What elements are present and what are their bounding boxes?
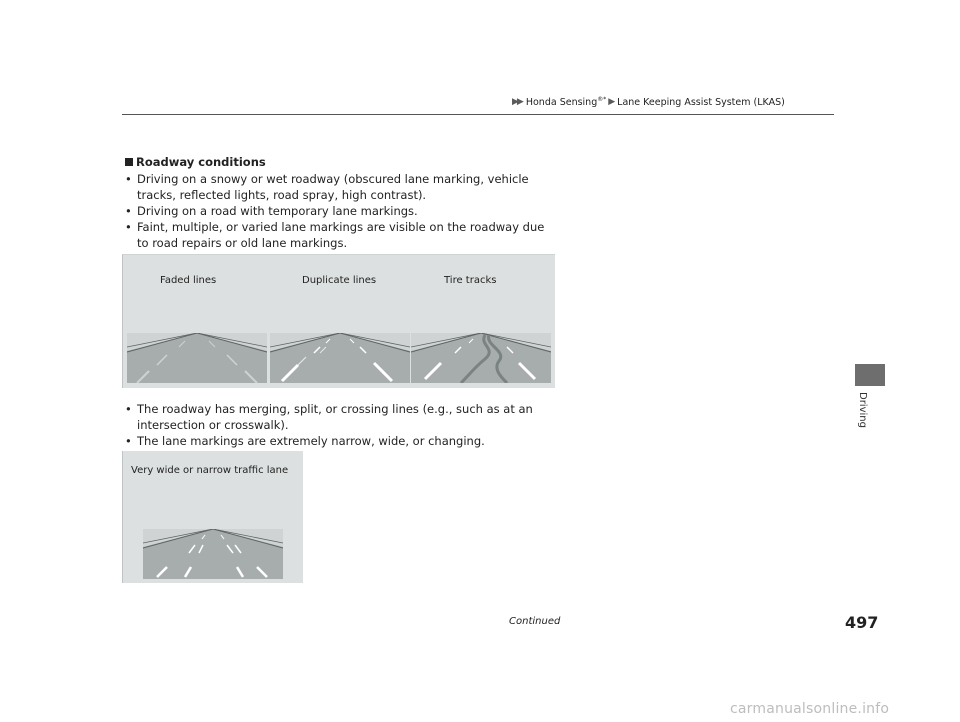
roadway-conditions-section <box>125 154 555 251</box>
lane-marking-figure <box>122 254 555 388</box>
header-rule <box>122 114 834 115</box>
breadcrumb <box>512 96 785 108</box>
figure-label-duplicate-lines: Duplicate lines <box>302 275 377 286</box>
list-item: • The roadway has merging, split, or crossing lines (e.g., such as at an intersection or crosswalk). <box>125 401 565 433</box>
page-number: 497 <box>845 613 879 632</box>
faded-lines-road-illustration <box>127 333 267 383</box>
chapter-tab-marker <box>855 364 885 386</box>
wide-narrow-lane-figure <box>122 451 303 583</box>
tire-tracks-road-illustration <box>411 333 551 383</box>
roadway-conditions-continued <box>125 401 565 449</box>
square-bullet-icon <box>125 158 133 166</box>
list-item: • Driving on a snowy or wet roadway (obscured lane marking, vehicle tracks, reflected lights, road spray, high contrast). <box>125 171 555 203</box>
list-item: • Driving on a road with temporary lane markings. <box>125 203 555 219</box>
figure-label-faded-lines: Faded lines <box>160 275 217 286</box>
continued-label: Continued <box>509 616 561 627</box>
chapter-tab-label: Driving <box>857 392 868 428</box>
figure-label-tire-tracks: Tire tracks <box>444 275 497 286</box>
duplicate-lines-road-illustration <box>270 333 410 383</box>
breadcrumb-item-lkas[interactable]: Lane Keeping Assist System (LKAS) <box>617 96 785 108</box>
breadcrumb-item-honda-sensing[interactable]: Honda Sensing®* <box>525 96 607 109</box>
wide-narrow-lane-road-illustration <box>143 529 283 579</box>
double-arrow-icon: ▶▶ <box>512 97 522 108</box>
list-item: • The lane markings are extremely narrow, wide, or changing. <box>125 433 565 449</box>
figure-label-wide-narrow-lane: Very wide or narrow traffic lane <box>131 465 289 476</box>
list-item: • Faint, multiple, or varied lane markings are visible on the roadway due to road repairs or old lane markings. <box>125 219 555 251</box>
section-heading: Roadway conditions <box>125 154 555 170</box>
arrow-icon: ▶ <box>608 97 616 108</box>
watermark: carmanualsonline.info <box>730 701 890 717</box>
